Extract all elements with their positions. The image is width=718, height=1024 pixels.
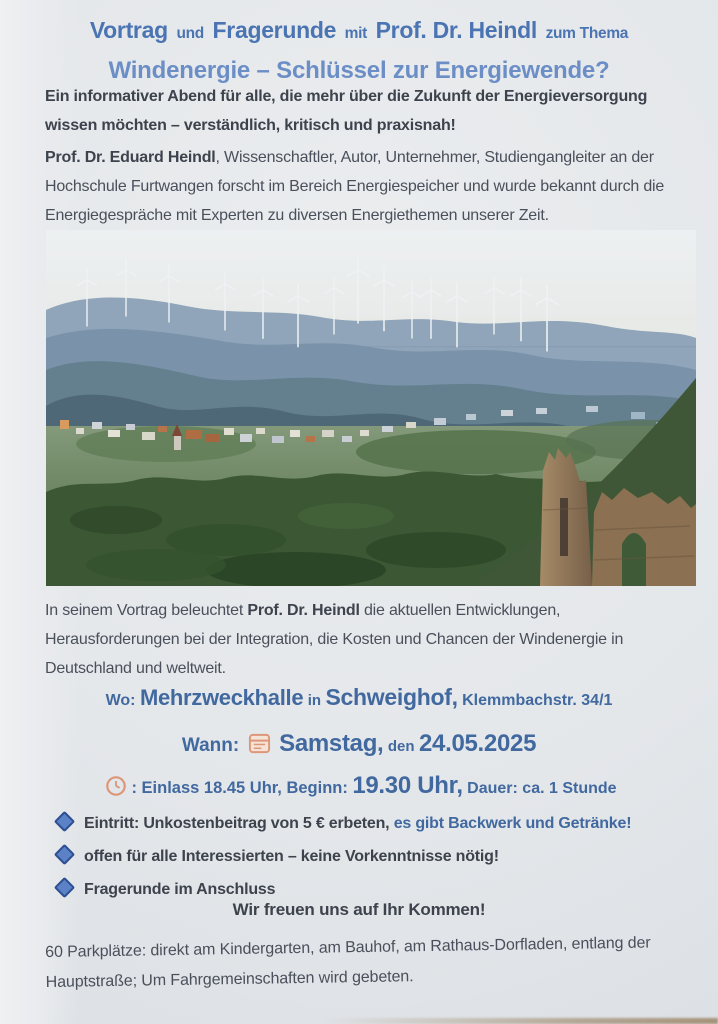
title-word-zum-thema: zum Thema	[545, 25, 629, 42]
bullet-entry-fee: Eintritt: Unkostenbeitrag von 5 € erbeten, es gibt Backwerk und Getränke!	[55, 814, 631, 833]
diamond-bullet-icon	[54, 877, 75, 898]
talk-pre: In seinem Vortrag beleuchtet	[45, 602, 244, 619]
duration: Dauer: ca. 1 Stunde	[467, 780, 617, 797]
start-time: 19.30 Uhr,	[352, 772, 463, 799]
venue-street: Klemmbachstr. 34/1	[462, 692, 613, 709]
venue-town: Schweighof,	[325, 684, 458, 710]
where-label: Wo:	[105, 692, 136, 709]
diamond-bullet-icon	[54, 811, 75, 832]
when-den: den	[387, 738, 415, 755]
event-day: Samstag,	[279, 730, 384, 757]
talk-speaker-name: Prof. Dr. Heindl	[247, 602, 360, 619]
talk-paragraph	[45, 596, 695, 683]
venue-line	[0, 684, 718, 711]
bullet-open-to-all: offen für alle Interessierten – keine Vorkenntnisse nötig!	[55, 847, 631, 866]
title-word-fragerunde: Fragerunde	[212, 17, 337, 43]
title-word-und: und	[176, 25, 204, 42]
where-in: in	[307, 692, 322, 709]
landscape-photo	[46, 230, 696, 586]
clock-icon	[105, 775, 127, 797]
calendar-icon	[248, 732, 271, 755]
when-label: Wann:	[181, 735, 240, 756]
speaker-paragraph	[45, 143, 695, 230]
time-pre: : Einlass 18.45 Uhr, Beginn:	[131, 779, 348, 797]
title-word-speaker: Prof. Dr. Heindl	[375, 17, 537, 43]
parking-paragraph: 60 Parkplätze: direkt am Kindergarten, am Bauhof, am Rathaus-Dorfladen, entlang der Hauptstraße; Um Fahrgemeinschaften wird gebeten.	[45, 934, 651, 991]
title-word-mit: mit	[344, 25, 368, 42]
page-title	[0, 8, 718, 89]
title-word-vortrag: Vortrag	[89, 17, 168, 43]
title-line-1	[0, 8, 718, 53]
info-bullet-list	[55, 814, 631, 913]
time-line	[0, 772, 718, 800]
intro-paragraph: Ein informativer Abend für alle, die mehr über die Zukunft der Energieversorgung wissen möchten – verständlich, kritisch und praxisnah!	[45, 88, 648, 134]
speaker-name: Prof. Dr. Eduard Heindl	[45, 149, 216, 166]
speaker-description: , Wissenschaftler, Autor, Unternehmer, Studiengangleiter an der Hochschule Furtwangen forscht im Bereich Energiespeicher und wurde bekannt durch die Energiegespräche mit Experten zu diversen Energiethemen unserer Zeit.	[45, 149, 665, 224]
talk-post: die aktuellen Entwicklungen, Herausforderungen bei der Integration, die Kosten und Chancen der Windenergie in Deutschland und weltweit.	[45, 602, 624, 677]
bullet-qa-session: Fragerunde im Anschluss	[55, 880, 631, 899]
date-line	[0, 730, 718, 758]
diamond-bullet-icon	[54, 844, 75, 865]
title-line-2: Windenergie – Schlüssel zur Energiewende?	[108, 57, 610, 84]
landscape-photo-graphic	[46, 230, 696, 586]
closing-line: Wir freuen uns auf Ihr Kommen!	[232, 900, 486, 919]
venue-name: Mehrzweckhalle	[139, 685, 304, 710]
event-date: 24.05.2025	[419, 730, 537, 757]
